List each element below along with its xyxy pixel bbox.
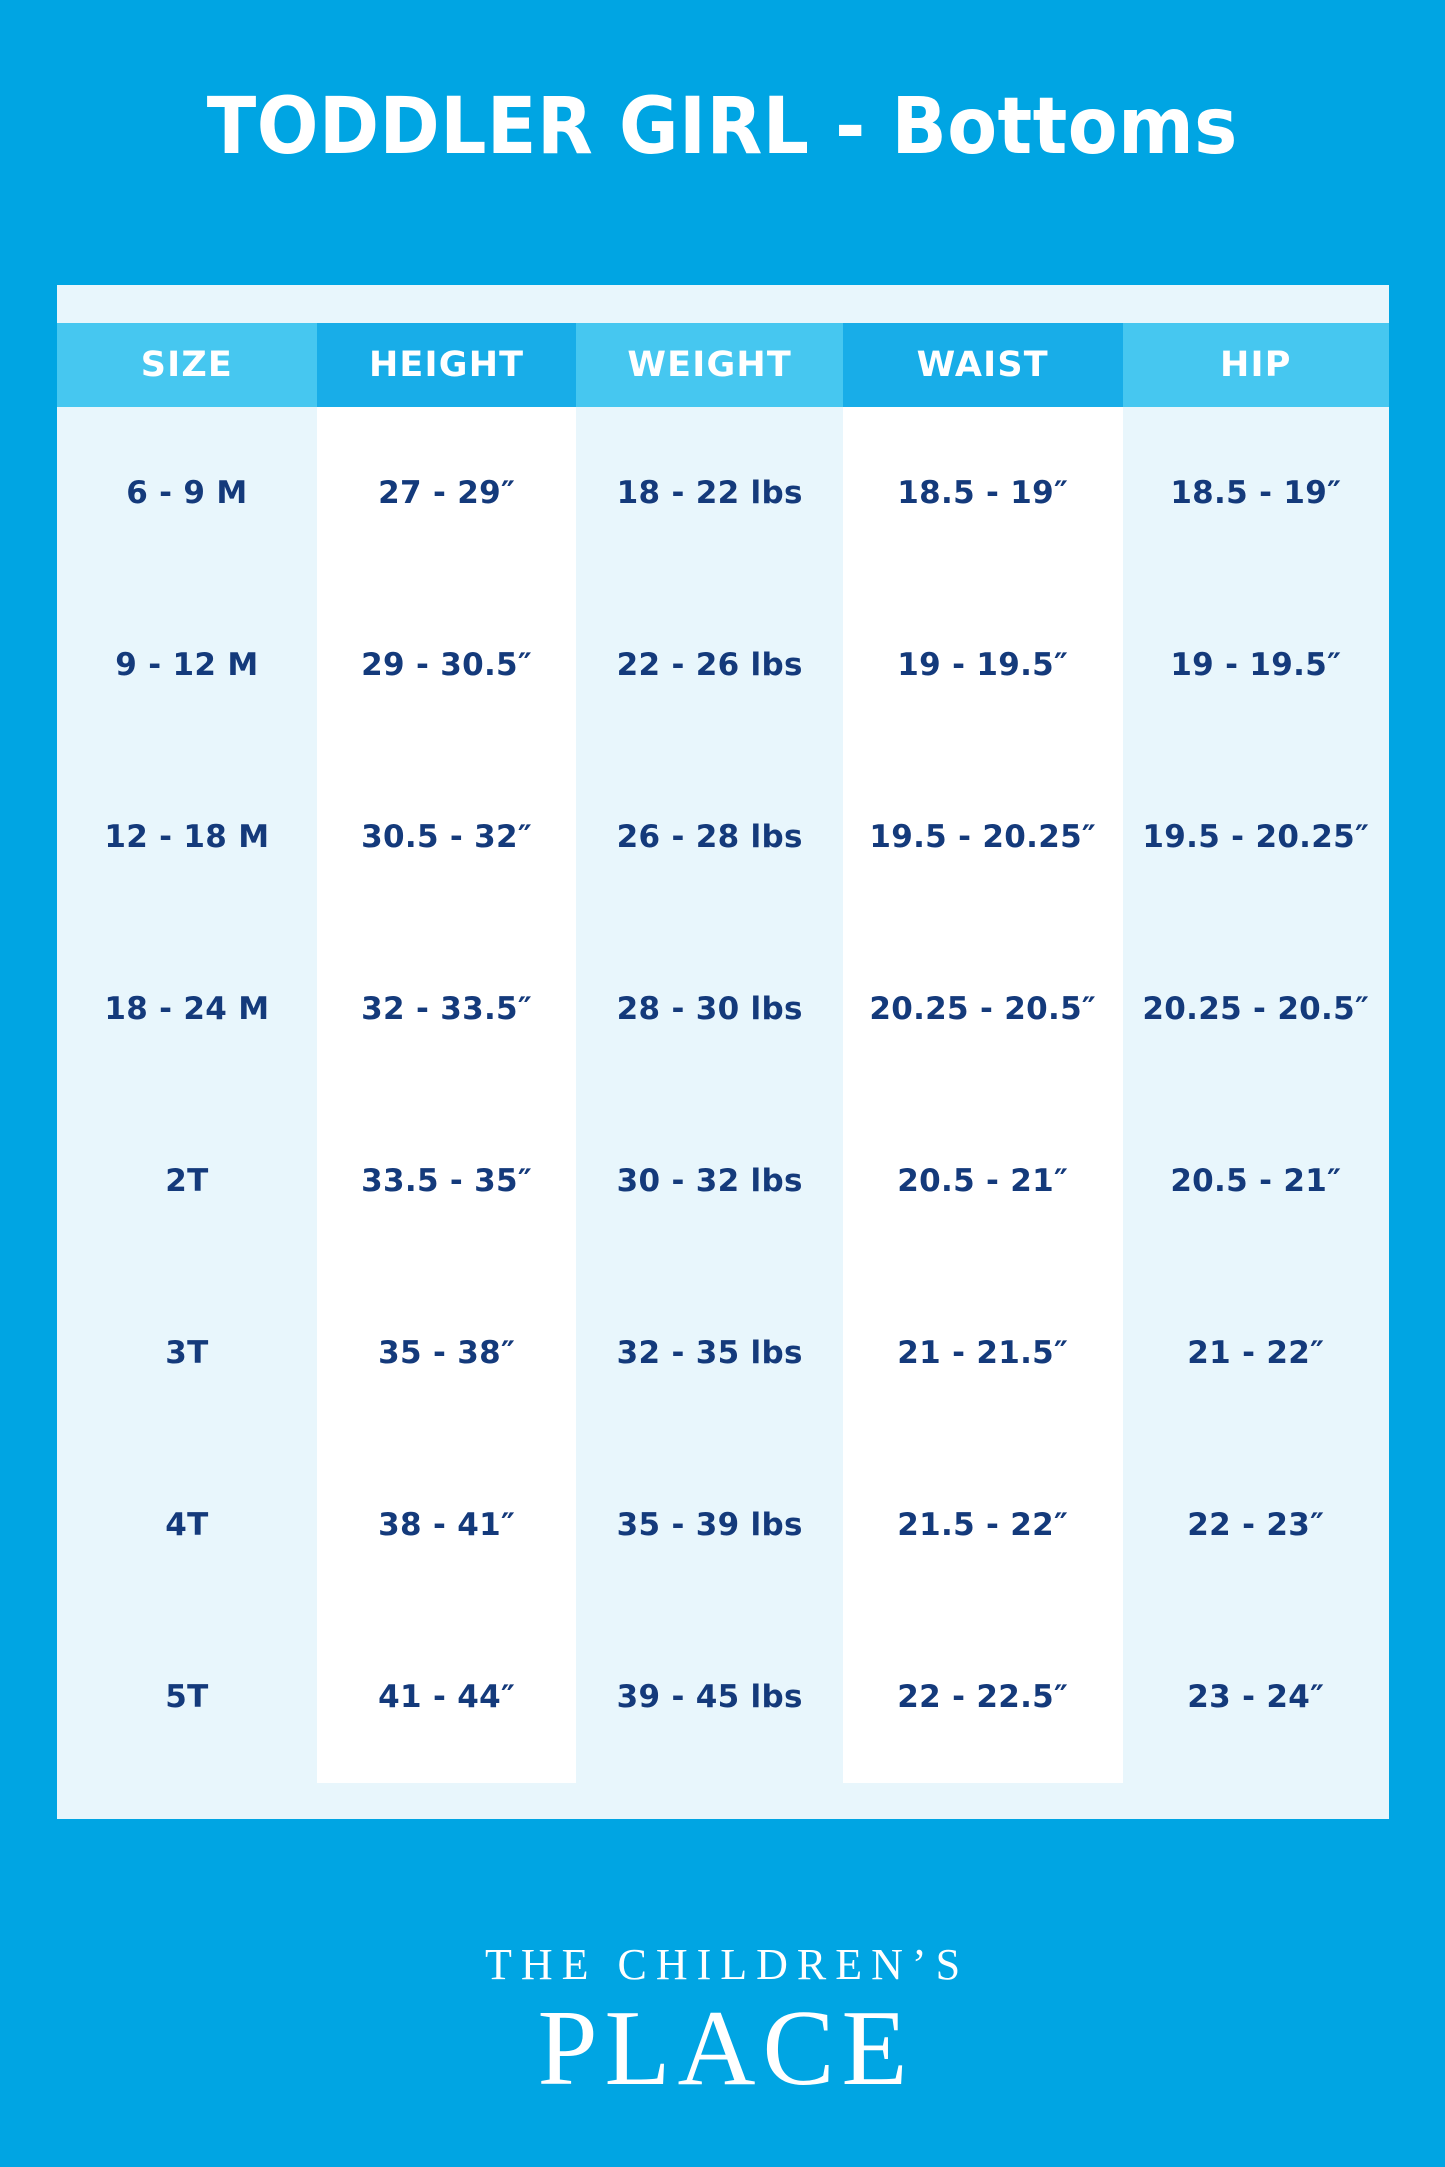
- table-row: [57, 1095, 1389, 1267]
- table-body: [57, 407, 1389, 1783]
- cell-waist: 19 - 19.5″: [843, 579, 1123, 751]
- cell-size: 9 - 12 M: [57, 579, 317, 751]
- page-title: [0, 0, 1445, 172]
- cell-weight: 18 - 22 lbs: [576, 407, 842, 579]
- cell-size: 2T: [57, 1095, 317, 1267]
- column-header-height: HEIGHT: [317, 323, 577, 407]
- page-title-light: Bottoms: [891, 82, 1238, 172]
- column-header-hip: HIP: [1123, 323, 1389, 407]
- cell-hip: 22 - 23″: [1123, 1439, 1389, 1611]
- cell-hip: 20.25 - 20.5″: [1123, 923, 1389, 1095]
- table-row: [57, 1439, 1389, 1611]
- brand-logo-line1: THE CHILDREN’S: [484, 1940, 970, 1990]
- cell-height: 27 - 29″: [317, 407, 577, 579]
- cell-size: 12 - 18 M: [57, 751, 317, 923]
- size-table-area: [57, 285, 1389, 1819]
- table-header-row: [57, 323, 1389, 407]
- column-header-weight: WEIGHT: [576, 323, 842, 407]
- cell-size: 6 - 9 M: [57, 407, 317, 579]
- cell-hip: 19 - 19.5″: [1123, 579, 1389, 751]
- table-row: [57, 579, 1389, 751]
- cell-waist: 18.5 - 19″: [843, 407, 1123, 579]
- cell-weight: 32 - 35 lbs: [576, 1267, 842, 1439]
- table-row: [57, 751, 1389, 923]
- table-top-strip: [57, 285, 1389, 323]
- cell-height: 33.5 - 35″: [317, 1095, 577, 1267]
- cell-weight: 30 - 32 lbs: [576, 1095, 842, 1267]
- table-row: [57, 1611, 1389, 1783]
- brand-logo: [0, 1940, 1445, 2108]
- table-row: [57, 1267, 1389, 1439]
- table-row: [57, 923, 1389, 1095]
- cell-waist: 21 - 21.5″: [843, 1267, 1123, 1439]
- cell-weight: 26 - 28 lbs: [576, 751, 842, 923]
- cell-hip: 19.5 - 20.25″: [1123, 751, 1389, 923]
- page-title-text: [206, 82, 1238, 172]
- cell-hip: 18.5 - 19″: [1123, 407, 1389, 579]
- cell-waist: 21.5 - 22″: [843, 1439, 1123, 1611]
- cell-height: 29 - 30.5″: [317, 579, 577, 751]
- cell-weight: 28 - 30 lbs: [576, 923, 842, 1095]
- cell-waist: 20.5 - 21″: [843, 1095, 1123, 1267]
- cell-size: 4T: [57, 1439, 317, 1611]
- column-header-waist: WAIST: [843, 323, 1123, 407]
- cell-hip: 21 - 22″: [1123, 1267, 1389, 1439]
- cell-weight: 39 - 45 lbs: [576, 1611, 842, 1783]
- cell-size: 5T: [57, 1611, 317, 1783]
- cell-waist: 19.5 - 20.25″: [843, 751, 1123, 923]
- cell-size: 18 - 24 M: [57, 923, 317, 1095]
- cell-height: 32 - 33.5″: [317, 923, 577, 1095]
- page-title-bold: TODDLER GIRL: [206, 82, 810, 172]
- column-header-size: SIZE: [57, 323, 317, 407]
- cell-waist: 20.25 - 20.5″: [843, 923, 1123, 1095]
- cell-height: 30.5 - 32″: [317, 751, 577, 923]
- cell-waist: 22 - 22.5″: [843, 1611, 1123, 1783]
- cell-height: 35 - 38″: [317, 1267, 577, 1439]
- cell-weight: 35 - 39 lbs: [576, 1439, 842, 1611]
- cell-size: 3T: [57, 1267, 317, 1439]
- brand-logo-line2: PLACE: [537, 1988, 915, 2108]
- size-table: [57, 323, 1389, 1783]
- cell-weight: 22 - 26 lbs: [576, 579, 842, 751]
- cell-height: 41 - 44″: [317, 1611, 577, 1783]
- cell-height: 38 - 41″: [317, 1439, 577, 1611]
- cell-hip: 23 - 24″: [1123, 1611, 1389, 1783]
- table-bottom-strip: [57, 1783, 1389, 1819]
- table-row: [57, 407, 1389, 579]
- cell-hip: 20.5 - 21″: [1123, 1095, 1389, 1267]
- page-title-separator: -: [809, 82, 892, 172]
